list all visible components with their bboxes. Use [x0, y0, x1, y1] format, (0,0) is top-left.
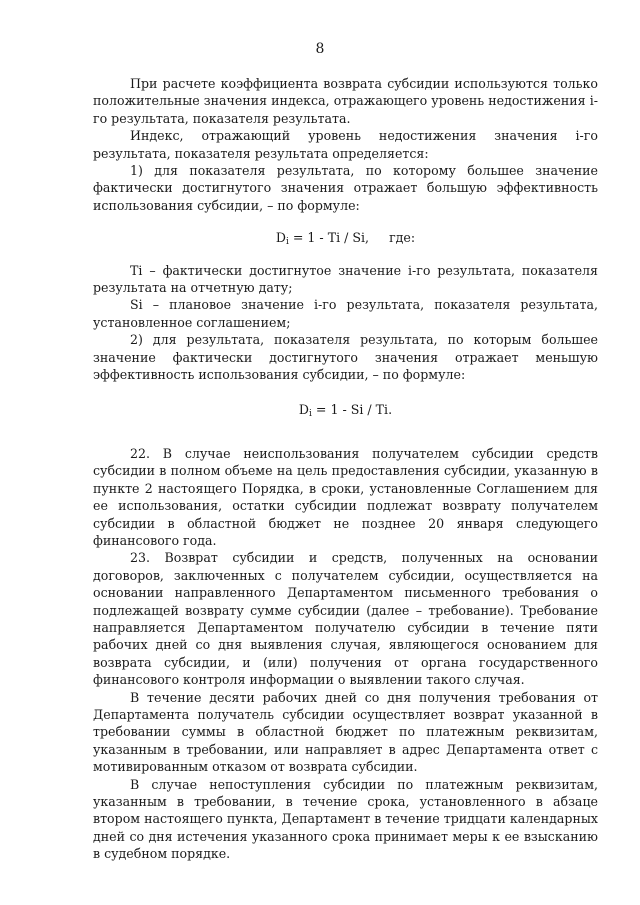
paragraph-return-deadline: В течение десяти рабочих дней со дня получения требования от Департамента получатель субсидии осуществляет возврат указанной в требовании суммы в областной бюджет по платежным реквизитам, указанным в требовании, или направляет в адрес Департамента ответ с мотивированным отказом от возврата субсидии. [93, 689, 598, 775]
formula-1 [93, 229, 598, 246]
paragraph-coefficient-note: При расчете коэффициента возврата субсидии используются только положительные значения индекса, отражающего уровень недостижения i-го результата, показателя результата. [93, 76, 598, 126]
paragraph-index-definition: Индекс, отражающий уровень недостижения значения i-го результата, показателя результата определяется: [93, 128, 598, 161]
formula-1-symbol: D [275, 230, 286, 246]
paragraph-item-23: 23. Возврат субсидии и средств, полученных на основании договоров, заключенных с получателем субсидии, осуществляется на основании направленного Департаментом письменного требования о подлежащей возврату сумме субсидии (далее – требование). Требование направляется Департаментом получателю субсидии в течение пяти рабочих дней со дня выявления случая, являющегося основанием для возврата субсидии, и (или) получения от органа государственного финансового контроля информации о выявлении такого случая. [93, 550, 598, 688]
formula-2-expression: = 1 - Si / Ti. [311, 401, 393, 417]
formula-2 [93, 401, 598, 418]
paragraph-case-1: 1) для показателя результата, по которому большее значение фактически достигнутого значения отражает большую эффективность использования субсидии, – по формуле: [93, 163, 598, 213]
paragraph-item-22: 22. В случае неиспользования получателем субсидии средств субсидии в полном объеме на цель предоставления субсидии, указанную в пункте 2 настоящего Порядка, в сроки, установленные Соглашением для ее использования, остатки субсидии подлежат возврату получателем субсидии в областной бюджет не позднее 20 января следующего финансового года. [93, 445, 598, 548]
paragraph-court-recovery: В случае непоступления субсидии по платежным реквизитам, указанным в требовании, в течение срока, установленного в абзаце втором настоящего пункта, Департамент в течение тридцати календарных дней со дня истечения указанного срока принимает меры к ее взысканию в судебном порядке. [93, 776, 598, 862]
formula-1-expression: = 1 - Ti / Si, [288, 230, 370, 246]
paragraph-case-2: 2) для результата, показателя результата, по которым большее значение фактически достигнутого значения отражает меньшую эффективность использования субсидии, – по формуле: [93, 332, 598, 383]
formula-2-subscript: i [309, 408, 312, 419]
paragraph-ti-definition: Ti – фактически достигнутое значение i-го результата, показателя результата на отчетную дату; [93, 262, 598, 296]
page-number: 8 [315, 41, 325, 57]
document-body [93, 75, 598, 863]
paragraph-si-definition: Si – плановое значение i-го результата, показателя результата, установленное соглашением; [93, 297, 598, 330]
formula-1-suffix: где: [389, 230, 416, 246]
formula-2-symbol: D [298, 401, 310, 417]
formula-1-subscript: i [285, 237, 289, 248]
